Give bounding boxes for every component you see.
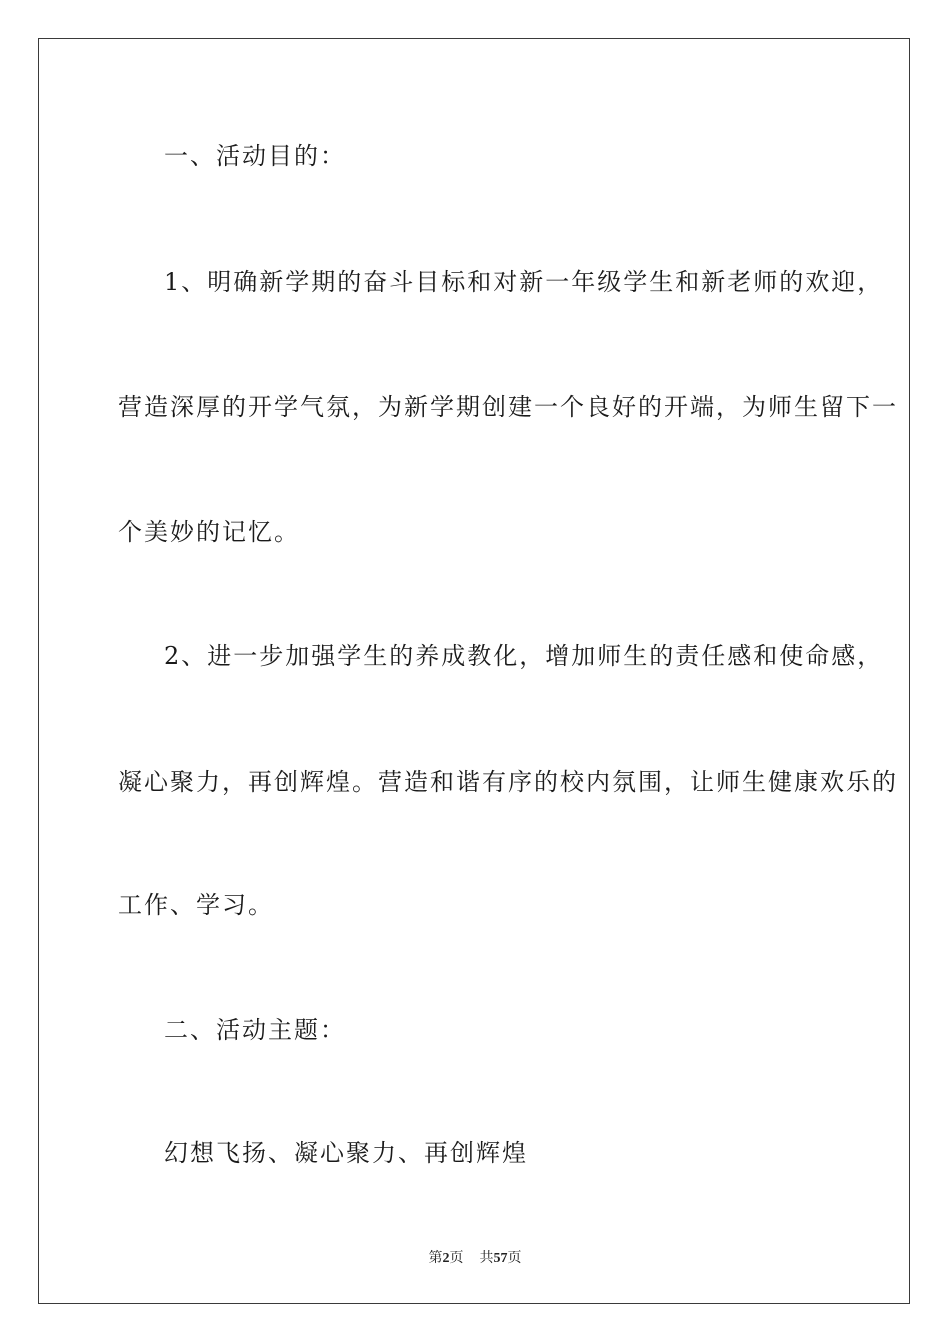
page-footer bbox=[0, 1247, 950, 1267]
page-frame bbox=[38, 38, 910, 1304]
theme-text: 幻想飞扬、凝心聚力、再创辉煌 bbox=[164, 1139, 528, 1167]
paragraph-line: 个美妙的记忆。 bbox=[118, 518, 300, 546]
footer-page-number: 2 bbox=[442, 1251, 450, 1266]
section-heading-theme: 二、活动主题： bbox=[164, 1016, 346, 1044]
section-heading-purpose: 一、活动目的： bbox=[164, 142, 346, 170]
paragraph-line: 1、明确新学期的奋斗目标和对新一年级学生和新老师的欢迎， bbox=[164, 268, 884, 296]
paragraph-line: 凝心聚力，再创辉煌。营造和谐有序的校内氛围，让师生健康欢乐的 bbox=[118, 768, 898, 796]
paragraph-line: 营造深厚的开学气氛，为新学期创建一个良好的开端，为师生留下一 bbox=[118, 393, 898, 421]
paragraph-line: 工作、学习。 bbox=[118, 891, 274, 919]
footer-total-prefix: 共 bbox=[479, 1251, 494, 1266]
footer-page-prefix: 第 bbox=[428, 1251, 443, 1266]
footer-total-pages: 57 bbox=[493, 1251, 508, 1266]
footer-total-suffix: 页 bbox=[507, 1251, 522, 1266]
footer-page-suffix: 页 bbox=[449, 1251, 464, 1266]
paragraph-line: 2、进一步加强学生的养成教化，增加师生的责任感和使命感， bbox=[164, 642, 884, 670]
